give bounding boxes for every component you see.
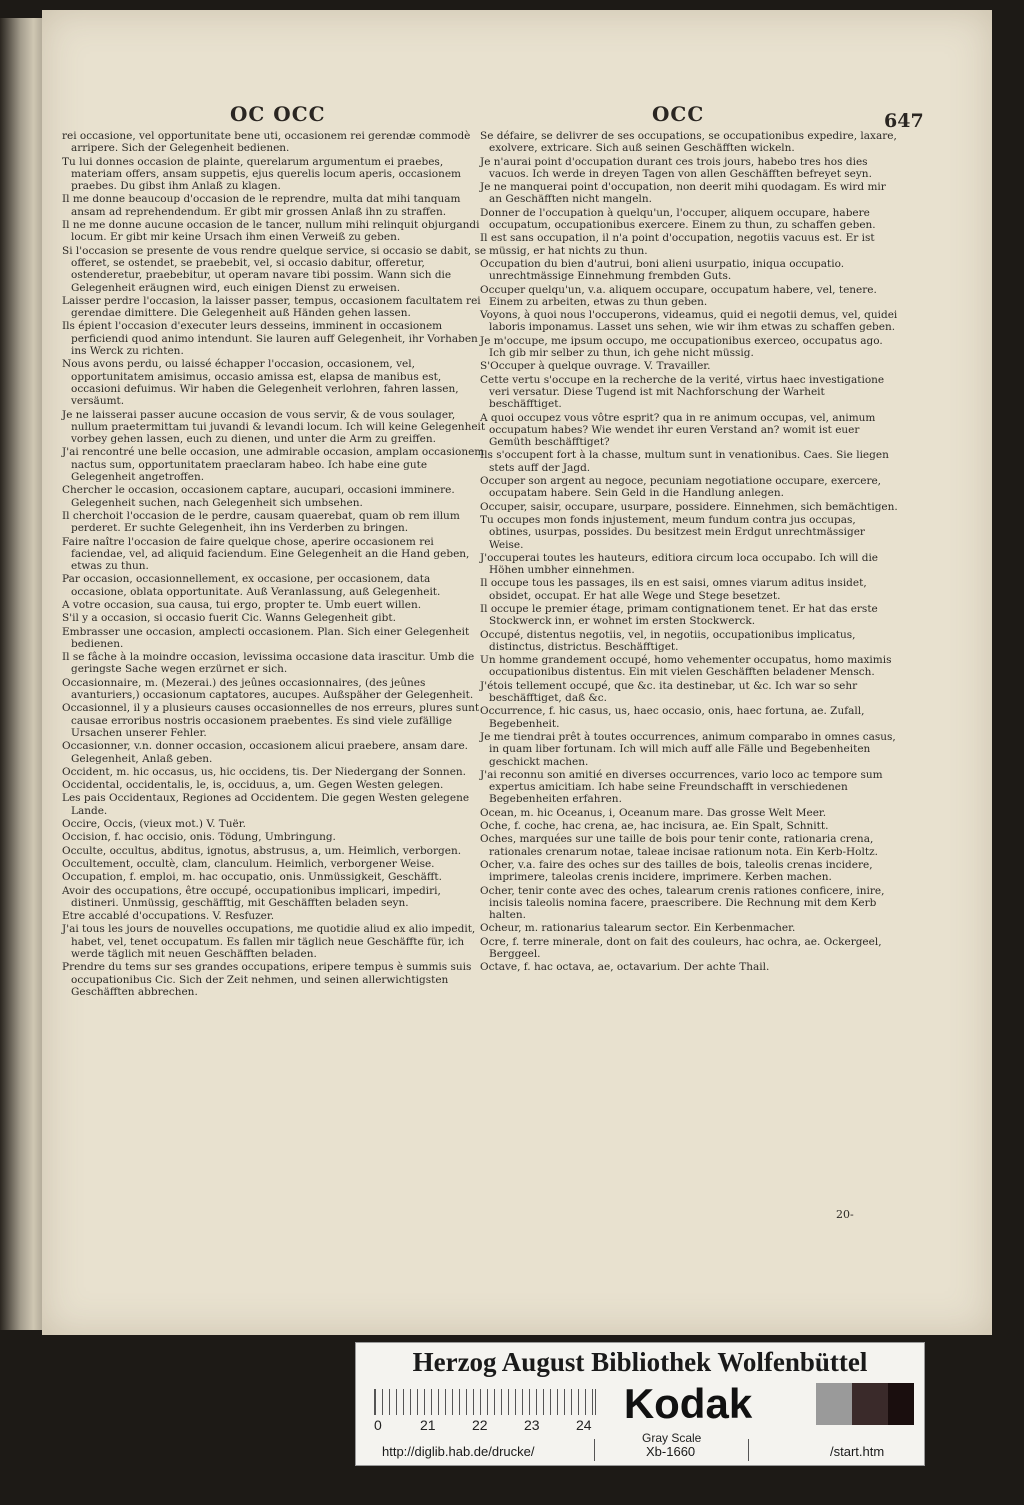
dictionary-entry: Prendre du tems sur ses grandes occupations, eripere tempus è summis suis occupationibus Cic. Sich der Zeit nehmen, und seinen allerwichtigsten Geschäfften abbrechen. — [62, 961, 472, 998]
ruler-scale — [374, 1389, 596, 1415]
dictionary-entry: Etre accablé d'occupations. V. Resfuzer. — [62, 910, 275, 923]
digital-library-url: http://diglib.hab.de/drucke/ — [382, 1444, 535, 1459]
running-head-right: OCC — [652, 102, 705, 126]
dictionary-entry: Si l'occasion se presente de vous rendre quelque service, si occasio se dabit, se offeret, se ostendet, se praebebit, vel, si occasio dabitur, offeretur, ostenderetur, praebebitur, ut operam navare tibi possim. Wann sich die Gelegenheit eräugnen wird, euch einigen Dienst zu erweisen. — [62, 244, 487, 294]
dictionary-entry: S'il y a occasion, si occasio fuerit Cic. Wanns Gelegenheit gibt. — [62, 612, 396, 625]
dictionary-entry: A quoi occupez vous vôtre esprit? qua in re animum occupas, vel, animum occupatum habes? Wie wendet ihr euren Verstand an? womit ist euer Gemüth beschäfftiget? — [480, 411, 876, 449]
dictionary-entry: Occupation du bien d'autrui, boni alieni usurpatio, iniqua occupatio. unrechtmässige Einnehmung frembden Guts. — [480, 257, 845, 283]
dictionary-entry: Il occupe le premier étage, primam contignationem tenet. Er hat das erste Stockwerck inn, er wohnet im ersten Stockwerck. — [480, 602, 878, 628]
dictionary-entry: Occasionnel, il y a plusieurs causes occasionnelles de nos erreurs, plures sunt causae erroribus nostris occasionem praebentes. Es sind viele zufällige Ursachen unserer Fehler. — [62, 702, 480, 739]
gray-scale-label: Gray Scale — [642, 1431, 702, 1445]
dictionary-entry: J'occuperai toutes les hauteurs, editiora circum loca occupabo. Ich will die Höhen umbher einnehmen. — [480, 551, 879, 577]
dictionary-entry: Il me donne beaucoup d'occasion de le reprendre, multa dat mihi tanquam ansam ad reprehendendum. Er gibt mir grossen Anlaß ihn zu straffen. — [62, 193, 461, 218]
dictionary-entry: Ocre, f. terre minerale, dont on fait des couleurs, hac ochra, ae. Ockergeel, Berggeel. — [480, 935, 882, 960]
gray-patch — [852, 1383, 888, 1425]
dictionary-entry: Il est sans occupation, il n'a point d'occupation, negotiis vacuus est. Er ist müssig, er hat nichts zu thun. — [480, 232, 875, 257]
dictionary-entry: Tu lui donnes occasion de plainte, querelarum argumentum ei praebes, materiam offers, ansam suppetis, ejus querelis locum aperis, occasionem praebes. Du gibst ihm Anlaß zu klagen. — [62, 155, 462, 193]
dictionary-entry: Je me tiendrai prêt à toutes occurrences, animum comparabo in omnes casus, in quam liber fortunam. Ich will mich auff alle Fälle und Begebenheiten geschickt machen. — [480, 730, 896, 768]
dictionary-entry: Voyons, à quoi nous l'occuperons, videamus, quid ei negotii demus, vel, quidei laboris imponamus. Lasset uns sehen, wie wir ihm etwas zu schaffen geben. — [480, 309, 898, 334]
dictionary-entry: Occuper son argent au negoce, pecuniam negotiatione occupare, exercere, occupatam habere. Sein Geld in die Handlung anlegen. — [480, 475, 882, 500]
dictionary-entry: Je n'aurai point d'occupation durant ces trois jours, habebo tres hos dies vacuos. Ich werde in dreyen Tagen von allen Geschäfften befreyet seyn. — [480, 155, 872, 180]
dictionary-entry: Avoir des occupations, être occupé, occupationibus implicari, impediri, distineri. Unmüssig, geschäfftig, mit Geschäfften beladen seyn. — [62, 884, 441, 909]
dictionary-entry: Je ne manquerai point d'occupation, non deerit mihi quodagam. Es wird mir an Geschäfften nicht mangeln. — [480, 181, 886, 206]
dictionary-entry: Occulte, occultus, abditus, ignotus, abstrusus, a, um. Heimlich, verborgen. — [62, 844, 462, 857]
dictionary-entry: Occultement, occultè, clam, clanculum. Heimlich, verborgener Weise. — [62, 857, 435, 870]
gray-patch — [816, 1383, 852, 1425]
color-target-card — [355, 1342, 925, 1466]
start-page: /start.htm — [830, 1444, 885, 1459]
ruler-number: 21 — [420, 1417, 436, 1433]
dictionary-entry: Ils épient l'occasion d'executer leurs desseins, imminent in occasionem perficiendi quod animo intendunt. Sie lauren auff Gelegenheit, ihr Vorhaben ins Werck zu richten. — [62, 320, 478, 358]
dictionary-entry: Occurrence, f. hic casus, us, haec occasio, onis, haec fortuna, ae. Zufall, Begebenheit. — [480, 705, 865, 730]
dictionary-entry: Faire naître l'occasion de faire quelque chose, aperire occasionem rei faciendae, vel, ad aliquid faciendum. Eine Gelegenheit an die Hand geben, etwas zu thun. — [62, 535, 470, 573]
dictionary-entry: Donner de l'occupation à quelqu'un, l'occuper, aliquem occupare, habere occupatum, occupationibus exercere. Einem zu thun, zu schaffen geben. — [480, 206, 876, 232]
dictionary-entry: Chercher le occasion, occasionem captare, aucupari, occasioni imminere. Gelegenheit suchen, nach Gelegenheit sich umbsehen. — [62, 484, 455, 509]
gray-patch — [888, 1383, 914, 1425]
dictionary-entry: Ocher, v.a. faire des oches sur des tailles de bois, taleolis crenas incidere, imprimere, taleolas crenis incidere, imprimere. Kerben machen. — [480, 858, 873, 884]
ruler-number: 24 — [576, 1417, 592, 1433]
dictionary-entry: Je ne laisserai passer aucune occasion de vous servir, & de vous soulager, nullum praetermittam tui juvandi & levandi locum. Ich will keine Gelegenheit vorbey gehen lassen, euch zu dienen, und unter die Arm zu greiffen. — [62, 408, 486, 446]
right-column — [480, 130, 900, 975]
dictionary-entry: Occasionner, v.n. donner occasion, occasionem alicui praebere, ansam dare. Gelegenheit, Anlaß geben. — [62, 740, 468, 765]
dictionary-entry: Ocheur, m. rationarius talearum sector. Ein Kerbenmacher. — [480, 922, 796, 935]
dictionary-entry: Embrasser une occasion, amplecti occasionem. Plan. Sich einer Gelegenheit bedienen. — [62, 625, 470, 650]
ruler-numbers — [374, 1417, 604, 1433]
dictionary-entry: Tu occupes mon fonds injustement, meum fundum contra jus occupas, obtines, usurpas, possides. Du besitzest mein Erdgut unrechtmässiger Weise. — [480, 513, 865, 551]
dictionary-entry: Les pais Occidentaux, Regiones ad Occidentem. Die gegen Westen gelegene Lande. — [62, 792, 470, 817]
dictionary-entry: Oche, f. coche, hac crena, ae, hac incisura, ae. Ein Spalt, Schnitt. — [480, 820, 829, 833]
dictionary-entry: Ocher, tenir conte avec des oches, talearum crenis rationes conficere, inire, incisis taleolis nomina facere, praescribere. Die Rechnung mit dem Kerb halten. — [480, 884, 885, 922]
page-number: 647 — [884, 110, 924, 132]
dictionary-entry: Occuper quelqu'un, v.a. aliquem occupare, occupatum habere, vel, tenere. Einem zu arbeiten, etwas zu thun geben. — [480, 283, 877, 308]
dictionary-entry: Par occasion, occasionnellement, ex occasione, per occasionem, data occasione, oblata opportunitate. Auß Veranlassung, auß Gelegenheit. — [62, 573, 441, 598]
dictionary-entry: J'ai tous les jours de nouvelles occupations, me quotidie aliud ex alio impedit, habet, vel, tenet occupatum. Es fallen mir täglich neue Geschäffte für, ich werde täglich mit neuen Geschäfften beladen. — [62, 923, 476, 960]
dictionary-entry: Occident, m. hic occasus, us, hic occidens, tis. Der Niedergang der Sonnen. — [62, 765, 467, 778]
dictionary-entry: Occidental, occidentalis, le, is, occiduus, a, um. Gegen Westen gelegen. — [62, 779, 444, 792]
dictionary-entry: S'Occuper à quelque ouvrage. V. Travailler. — [480, 360, 711, 373]
url-row — [356, 1441, 924, 1463]
ruler-number: 22 — [472, 1417, 488, 1433]
dictionary-entry: Il ne me donne aucune occasion de le tancer, nullum mihi relinquit objurgandi locum. Er gibt mir keine Ursach ihm einen Verweiß zu geben. — [62, 219, 480, 244]
dictionary-entry: Il se fâche à la moindre occasion, levissima occasione data irascitur. Umb die geringste Sache wegen erzürnet er sich. — [62, 651, 475, 676]
dictionary-entry: Un homme grandement occupé, homo vehementer occupatus, homo maximis occupationibus distentus. Ein mit vielen Geschäfften beladener Mensch. — [480, 654, 892, 679]
dictionary-entry: Ils s'occupent fort à la chasse, multum sunt in venationibus. Caes. Sie liegen stets auff der Jagd. — [480, 449, 889, 474]
dictionary-entry: Occupé, distentus negotiis, vel, in negotiis, occupationibus implicatus, distinctus, districtus. Beschäfftiget. — [480, 628, 856, 653]
dictionary-entry: rei occasione, vel opportunitate bene uti, occasionem rei gerendæ commodè arripere. Sich der Gelegenheit bedienen. — [62, 130, 471, 155]
dictionary-entry: A votre occasion, sua causa, tui ergo, propter te. Umb euert willen. — [62, 598, 422, 611]
ruler-number: 23 — [524, 1417, 540, 1433]
dictionary-entry: Octave, f. hac octava, ae, octavarium. Der achte Thail. — [480, 961, 770, 974]
dictionary-entry: Je m'occupe, me ipsum occupo, me occupationibus exerceo, occupatus ago. Ich gib mir selber zu thun, ich gehe nicht müssig. — [480, 334, 883, 360]
dictionary-entry: Nous avons perdu, ou laissé échapper l'occasion, occasionem, vel, opportunitatem amisimus, occasio amissa est, elapsa de manibus est, occasioni defuimus. Wir haben die Gelegenheit verlohren, fahren lassen, versäumt. — [62, 358, 459, 408]
library-title: Herzog August Bibliothek Wolfenbüttel — [412, 1347, 868, 1377]
catchword: 20- — [836, 1208, 854, 1221]
dictionary-entry: Laisser perdre l'occasion, la laisser passer, tempus, occasionem facultatem rei gerendae dimittere. Die Gelegenheit auß Händen gehen lassen. — [62, 294, 481, 320]
dictionary-entry: Il cherchoit l'occasion de le perdre, causam quaerebat, quam ob rem illum perderet. Er suchte Gelegenheit, ihn ins Verderben zu bringen. — [62, 509, 460, 535]
left-column — [62, 130, 487, 999]
dictionary-entry: Occision, f. hac occisio, onis. Tödung, Umbringung. — [62, 831, 336, 844]
dictionary-entry: Ocean, m. hic Oceanus, i, Oceanum mare. Das grosse Welt Meer. — [480, 806, 827, 819]
kodak-logo: Kodak — [623, 1380, 753, 1427]
dictionary-entry: J'ai reconnu son amitié en diverses occurrences, vario loco ac tempore sum expertus amicitiam. Ich habe seine Freundschafft in verschiedenen Begebenheiten erfahren. — [480, 768, 883, 806]
dictionary-entry: Occire, Occis, (vieux mot.) V. Tuër. — [62, 818, 246, 831]
ruler-number: 0 — [374, 1417, 382, 1433]
dictionary-entry: J'étois tellement occupé, que &c. ita destinebar, ut &c. Ich war so sehr beschäfftiget, daß &c. — [480, 679, 858, 705]
dictionary-entry: Occupation, f. emploi, m. hac occupatio, onis. Unmüssigkeit, Geschäfft. — [62, 871, 442, 884]
dictionary-entry: J'ai rencontré une belle occasion, une admirable occasion, amplam occasionem nactus sum, opportunitatem praeclaram habeo. Ich habe eine gute Gelegenheit angetroffen. — [62, 446, 485, 484]
shelfmark: Xb-1660 — [646, 1444, 696, 1459]
running-head-left: OC OCC — [230, 102, 326, 126]
dictionary-entry: Occuper, saisir, occupare, usurpare, possidere. Einnehmen, sich bemächtigen. — [480, 500, 898, 513]
dictionary-entry: Se défaire, se delivrer de ses occupations, se occupationibus expedire, laxare, exolvere, extricare. Sich auß seinen Geschäfften wickeln. — [480, 130, 897, 155]
dictionary-entry: Cette vertu s'occupe en la recherche de la verité, virtus haec investigatione veri versatur. Diese Tugend ist mit Nachforschung der Warheit beschäfftiget. — [480, 373, 885, 411]
dictionary-entry: Il occupe tous les passages, ils en est saisi, omnes viarum aditus insidet, obsidet, occupat. Er hat alle Wege und Stege besetzet. — [480, 577, 867, 602]
dictionary-entry: Oches, marquées sur une taille de bois pour tenir conte, rationaria crena, rationales crenarum notae, taleae incisae rationum nota. Ein Kerb-Holtz. — [480, 833, 878, 858]
dictionary-entry: Occasionnaire, m. (Mezerai.) des jeûnes occasionnaires, (des jeûnes avanturiers,) occasionum captatores, aucupes. Außspäher der Gelegenheit. — [62, 676, 474, 702]
